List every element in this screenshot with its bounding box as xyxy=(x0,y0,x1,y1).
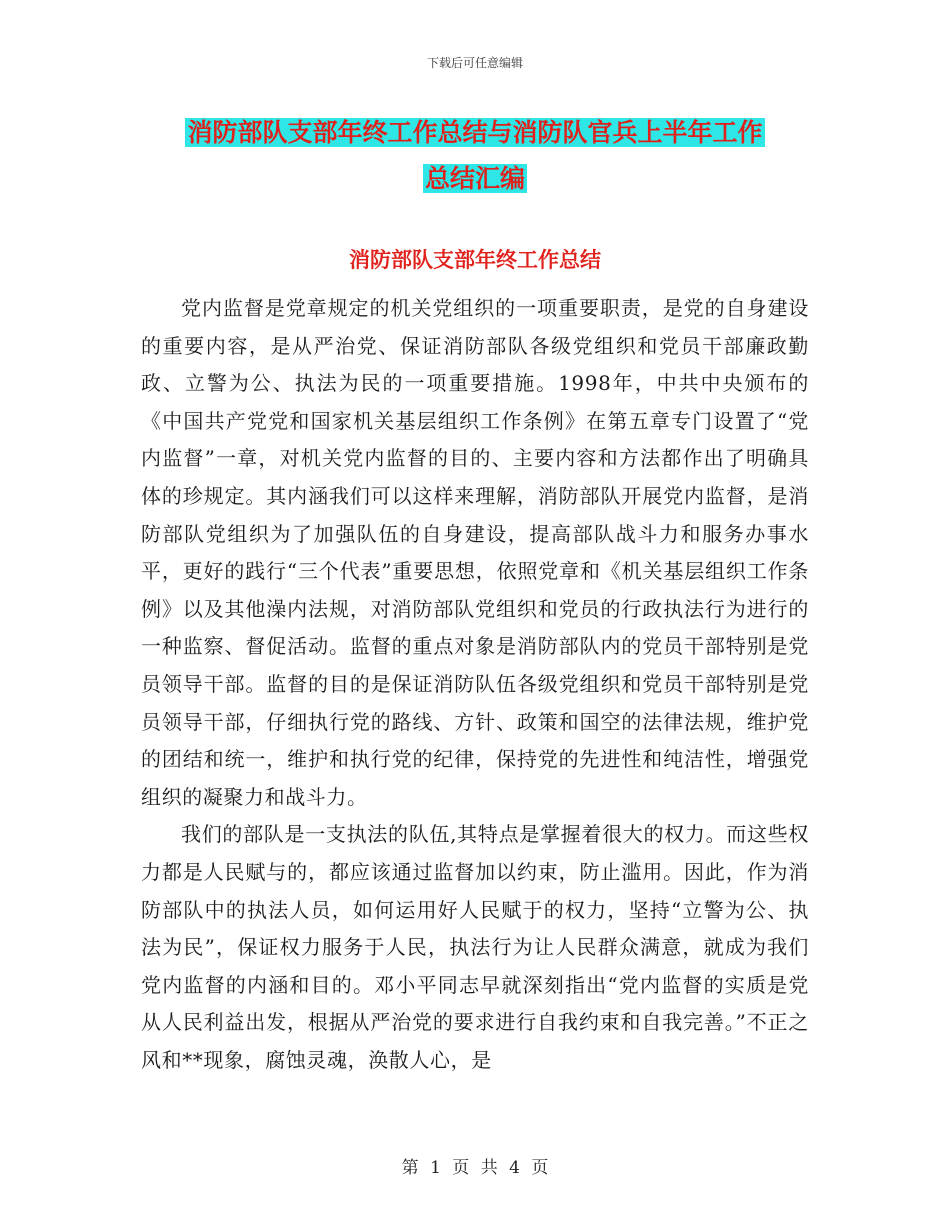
page-number-footer: 第 1 页 共 4 页 xyxy=(401,1158,549,1178)
document-title-line-2: 总结汇编 xyxy=(424,164,525,193)
page-header-note: 下载后可任意编辑 xyxy=(426,56,523,70)
document-title-line-1: 消防部队支部年终工作总结与消防队官兵上半年工作 xyxy=(187,118,763,147)
section-title: 消防部队支部年终工作总结 xyxy=(349,248,601,272)
document-title xyxy=(150,110,800,202)
document-body xyxy=(141,290,809,1079)
body-paragraph-2: 我们的部队是一支执法的队伍,其特点是掌握着很大的权力。而这些权力都是人民赋与的，都应该通过监督加以约束，防止滥用。因此，作为消防部队中的执法人员，如何运用好人民赋于的权力，坚持“立警为公、执法为民”，保证权力服务于人民，执法行为让人民群众满意，就成为我们党内监督的内涵和目的。邓小平同志早就深刻指出“党内监督的实质是党从人民利益出发，根据从严治党的要求进行自我约束和自我完善。”不正之风和**现象，腐蚀灵魂，涣散人心，是 xyxy=(141,822,809,1072)
body-paragraph-1: 党内监督是党章规定的机关党组织的一项重要职责，是党的自身建设的重要内容，是从严治党、保证消防部队各级党组织和党员干部廉政勤政、立警为公、执法为民的一项重要措施。1998年，中共中央颁布的《中国共产党党和国家机关基层组织工作条例》在第五章专门设置了“党内监督”一章，对机关党内监督的目的、主要内容和方法都作出了明确具体的珍规定。其内涵我们可以这样来理解，消防部队开展党内监督，是消防部队党组织为了加强队伍的自身建设，提高部队战斗力和服务办事水平，更好的践行“三个代表”重要思想，依照党章和《机关基层组织工作条例》以及其他澡内法规，对消防部队党组织和党员的行政执法行为进行的一种监察、督促活动。监督的重点对象是消防部队内的党员干部特别是党员领导干部。监督的目的是保证消防队伍各级党组织和党员干部特别是党员领导干部，仔细执行党的路线、方针、政策和国空的法律法规，维护党的团结和统一，维护和执行党的纪律，保持党的先进性和纯洁性，增强党组织的凝聚力和战斗力。 xyxy=(141,296,809,809)
